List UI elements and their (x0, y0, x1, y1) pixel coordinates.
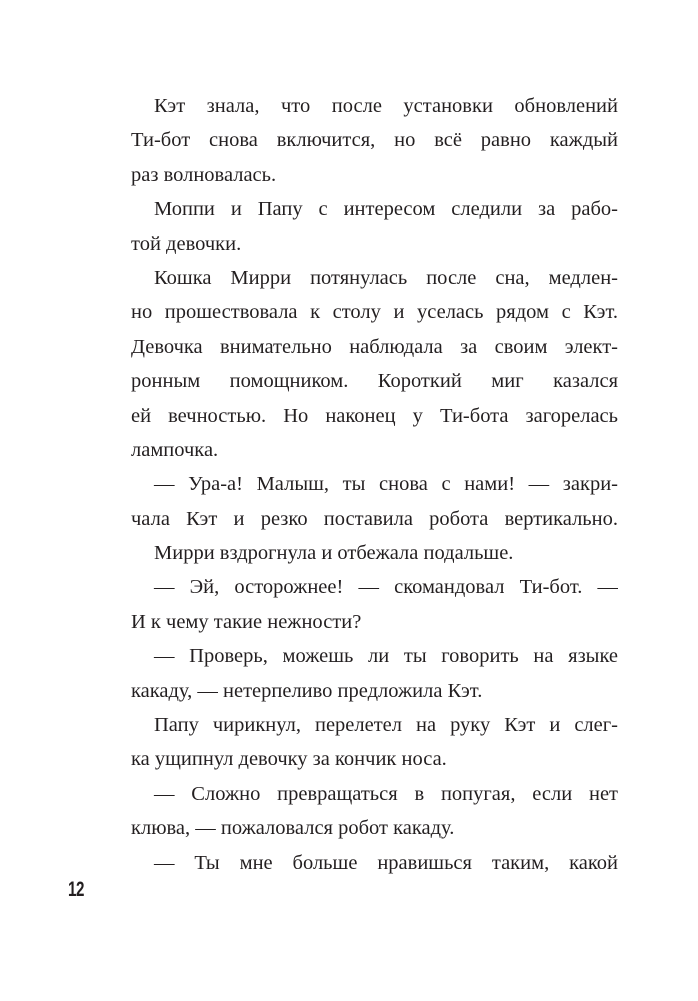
text-line: лампочка. (131, 438, 219, 461)
text-line: — Ура-а! Малыш, ты снова с нами! — закри- (154, 473, 618, 496)
text-line: ей вечностью. Но наконец у Ти-бота загорелась (131, 404, 618, 427)
text-line: Мирри вздрогнула и отбежала подальше. (154, 542, 514, 565)
text-line: но прошествовала к столу и уселась рядом с Кэт. (131, 301, 618, 324)
text-line: Папу чирикнул, перелетел на руку Кэт и слег- (154, 714, 618, 737)
text-line: — Ты мне больше нравишься таким, какой (154, 851, 618, 874)
text-line: ронным помощником. Короткий миг казался (131, 370, 618, 393)
text-line: чала Кэт и резко поставила робота вертикально. (131, 507, 618, 530)
text-line: Моппи и Папу с интересом следили за рабо- (154, 198, 618, 221)
text-line: Кэт знала, что после установки обновлений (154, 95, 618, 117)
text-line: Девочка внимательно наблюдала за своим элект- (131, 335, 618, 358)
text-line: клюва, — пожаловался робот какаду. (131, 817, 455, 840)
text-line: раз волновалась. (131, 163, 277, 186)
text-line: той девочки. (131, 232, 242, 255)
text-line: какаду, — нетерпеливо предложила Кэт. (131, 679, 483, 702)
text-line: ка ущипнул девочку за кончик носа. (131, 748, 447, 771)
text-line: Ти-бот снова включится, но всё равно каждый (131, 129, 618, 152)
body-text (131, 89, 618, 880)
text-line: — Эй, осторожнее! — скомандовал Ти-бот. — (154, 576, 618, 599)
text-line: — Проверь, можешь ли ты говорить на языке (154, 645, 618, 668)
text-line: — Сложно превращаться в попугая, если нет (154, 782, 618, 805)
text-line: И к чему такие нежности? (131, 610, 362, 633)
text-line: Кошка Мирри потянулась после сна, медлен- (154, 266, 618, 289)
page-number: 12 (68, 878, 85, 901)
